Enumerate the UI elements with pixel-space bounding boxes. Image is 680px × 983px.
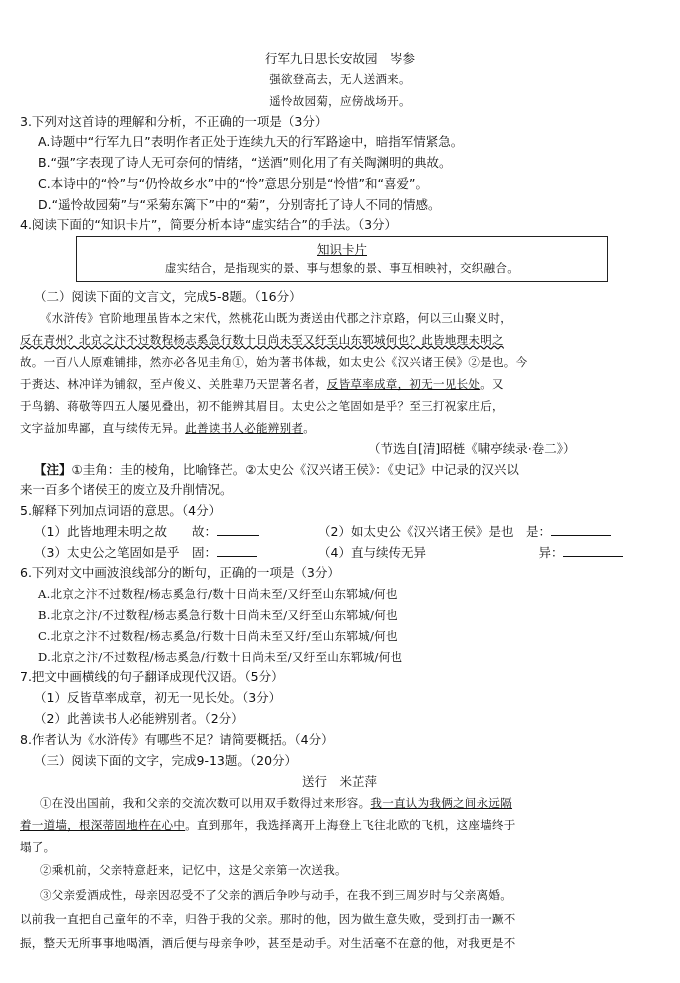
q8-stem: 8.作者认为《水浒传》有哪些不足？请简要概括。（4分）: [20, 732, 334, 747]
answer-blank[interactable]: [217, 523, 259, 536]
underlined-sentence-3: 我一直认为我俩之间永远隔: [370, 796, 513, 810]
underlined-sentence-1: 反皆草率成章，初无一见长处: [326, 377, 481, 391]
essay-line-1: ①在没出国前，我和父亲的交流次数可以用双手数得过来形容。我一直认为我俩之间永远隔: [40, 796, 513, 810]
essay-title: 送行 米芷萍: [302, 774, 378, 789]
passage2-line-3: 故。一百八人原难铺排，然亦必各见圭角①，始为著书体裁，如太史公《汉兴诸王侯》②是也。今: [20, 355, 528, 369]
answer-blank[interactable]: [217, 544, 257, 557]
passage2-line-4: 于赉达、林冲详为铺叙，至卢俊义、关胜辈乃天罡著名者，反皆草率成章，初无一见长处。又: [20, 377, 504, 391]
q5-item-3: （3）太史公之笔固如是乎 固：: [34, 544, 257, 562]
section3-heading: （三）阅读下面的文字，完成9-13题。（20分）: [34, 753, 298, 768]
q5-item-2: （2）如太史公《汉兴诸王侯》是也 是：: [318, 523, 611, 541]
poem-line-2: 遥怜故园菊，应傍战场开。: [269, 94, 411, 108]
essay-line-3: 塌了。: [20, 840, 56, 854]
poem-line-1: 强欲登高去，无人送酒来。: [269, 72, 411, 86]
passage2-source: （节选自[清]昭梿《啸亭续录·卷二》）: [368, 441, 576, 456]
note-line-2: 来一百多个诸侯王的废立及升削情况。: [20, 482, 233, 497]
q6-option-c: C.北京之汴不过数程/杨志奚急/行数十日尚未至又纡/至山东郓城/何也: [38, 629, 398, 643]
note-line-1: 【注】①圭角：圭的棱角，比喻锋芒。②太史公《汉兴诸王侯》：《史记》中记录的汉兴以: [34, 462, 519, 477]
essay-line-4: ②乘机前，父亲特意赶来，记忆中，这是父亲第一次送我。: [40, 863, 347, 877]
q3-option-a: A.诗题中“行军九日”表明作者正处于连续九天的行军路途中，暗指军情紧急。: [38, 134, 464, 149]
passage2-line-1: 《水浒传》官阶地理虽皆本之宋代，然桃花山既为赉送由代郡之汴京路，何以三山聚义时，: [40, 311, 512, 325]
passage2-line-6: 文字益加卑鄙，直与续传无异。此善读书人必能辨别者。: [20, 421, 316, 435]
essay-line-2: 着一道墙，根深蒂固地杵在心中。直到那年，我选择离开上海登上飞往北欧的飞机，这座墙终于: [20, 818, 516, 832]
q6-option-d: D.北京之汴/不过数程/杨志奚急/行数十日尚未至/又纡至山东郓城/何也: [38, 650, 403, 664]
q3-option-d: D.“遥怜故园菊”与“采菊东篱下”中的“菊”，分别寄托了诗人不同的情感。: [38, 197, 441, 212]
q7-stem: 7.把文中画横线的句子翻译成现代汉语。（5分）: [20, 669, 284, 684]
q4-stem: 4.阅读下面的“知识卡片”，简要分析本诗“虚实结合”的手法。（3分）: [20, 217, 398, 232]
passage2-line-2: 反在青州？北京之汴不过数程杨志奚急行数十日尚未至又纡至山东郓城何也？此皆地理未明之: [20, 333, 504, 347]
section2-heading: （二）阅读下面的文言文，完成5-8题。（16分）: [34, 289, 302, 304]
note-label: 【注】: [34, 462, 72, 477]
answer-blank[interactable]: [563, 544, 623, 557]
knowledge-card: [76, 236, 608, 282]
q5-item-1: （1）此皆地理未明之故 故：: [34, 523, 259, 541]
underlined-sentence-2: 此善读书人必能辨别者: [185, 421, 304, 435]
knowledge-card-title: 知识卡片: [316, 242, 367, 257]
q3-stem: 3.下列对这首诗的理解和分析，不正确的一项是（3分）: [20, 114, 328, 129]
passage2-line-5: 于鸟鹟、蒋敬等四五人屡见叠出，初不能辨其眉目。太史公之笔固如是乎？至三打祝家庄后，: [20, 399, 504, 413]
q6-stem: 6.下列对文中画波浪线部分的断句，正确的一项是（3分）: [20, 565, 340, 580]
q7-item-2: （2）此善读书人必能辨别者。（2分）: [34, 711, 244, 726]
q7-item-1: （1）反皆草率成章，初无一见长处。（3分）: [34, 690, 282, 705]
q3-option-c: C.本诗中的“怜”与“仍怜故乡水”中的“怜”意思分别是“怜惜”和“喜爱”。: [38, 176, 428, 191]
knowledge-card-text: 虚实结合，是指现实的景、事与想象的景、事互相映衬，交织融合。: [165, 261, 519, 275]
q5-stem: 5.解释下列加点词语的意思。（4分）: [20, 503, 222, 518]
answer-blank[interactable]: [551, 523, 611, 536]
q6-option-b: B.北京之汴/不过数程/杨志奚急行数十日尚未至/又纡至山东郓城/何也: [38, 608, 398, 622]
poem-title: 行军九日思长安故园 岑参: [264, 51, 415, 66]
q5-item-4: （4）直与续传无异 异：: [318, 544, 623, 562]
q3-option-b: B.“强”字表现了诗人无可奈何的情绪，“送酒”则化用了有关陶渊明的典故。: [38, 155, 452, 170]
q6-option-a: A.北京之汴不过数程/杨志奚急行/数十日尚未至/又纡至山东郓城/何也: [38, 587, 398, 601]
essay-line-6: 以前我一直把自己童年的不幸，归咎于我的父亲。那时的他，因为做生意失败，受到打击一蹶不: [20, 912, 516, 926]
essay-line-7: 振，整天无所事事地喝酒，酒后便与母亲争吵，甚至是动手。对生活毫不在意的他，对我更是不: [20, 936, 516, 950]
essay-line-5: ③父亲爱酒成性，母亲因忍受不了父亲的酒后争吵与动手，在我不到三周岁时与父亲离婚。: [40, 888, 512, 902]
